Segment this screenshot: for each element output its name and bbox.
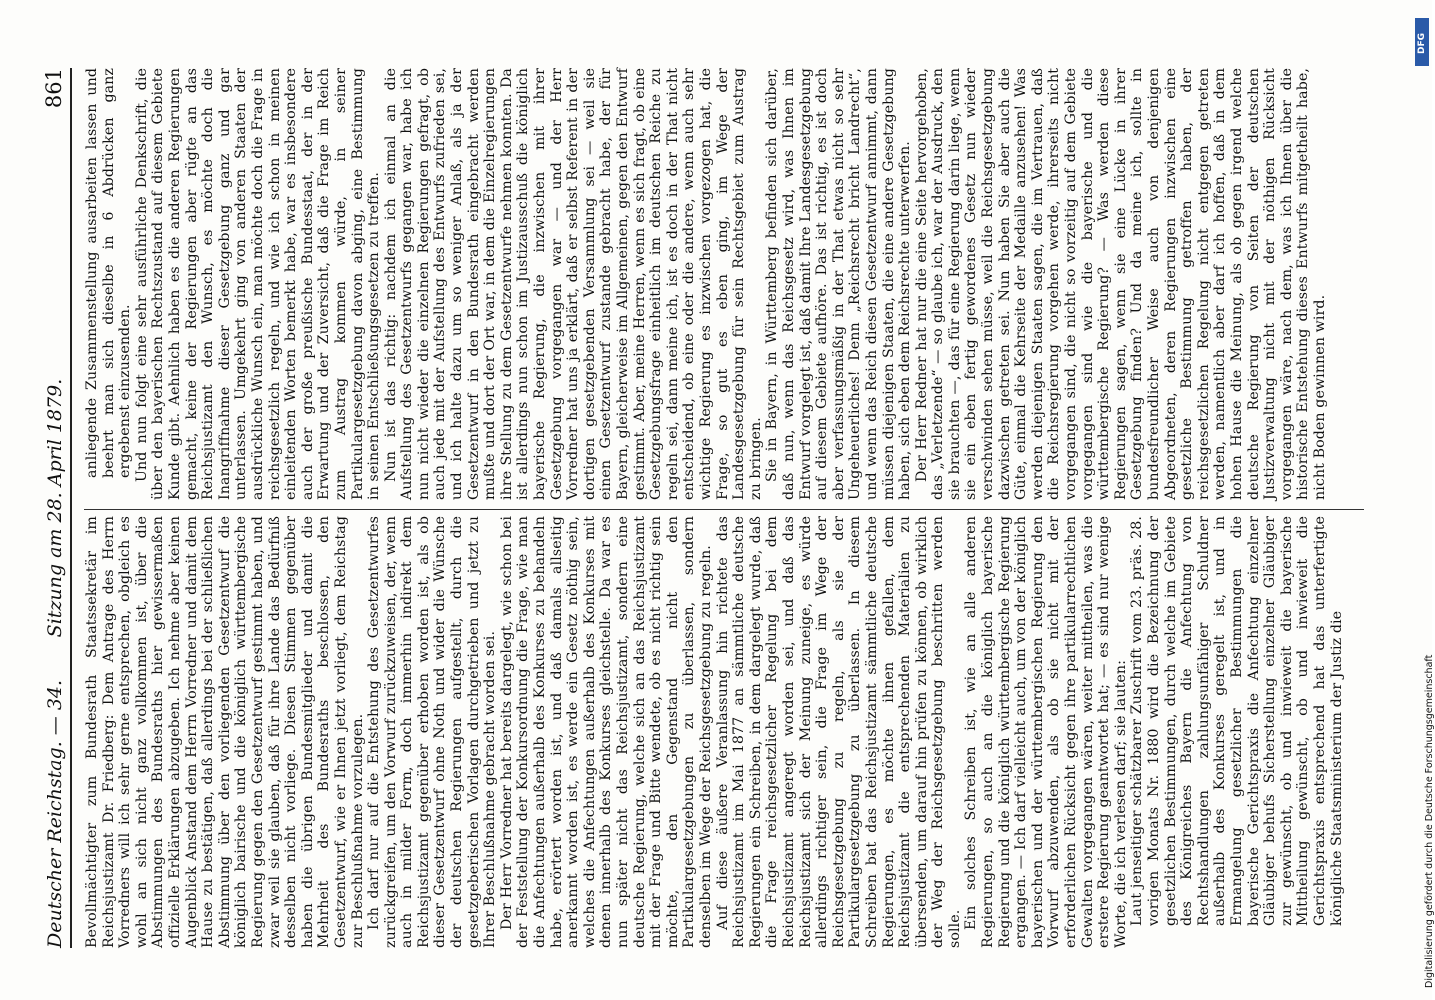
running-head (32, 68, 72, 948)
paragraph: Ein solches Schreiben ist, wie an alle anderen Regierungen, so auch an die königlich bayerische Regierung und die königlich württembergische Regierung ergangen. — Ich darf vielleicht auch, um von der königlich bayerischen und der württembergischen Regierung den Vorwurf abzuwenden, als ob sie nicht mit der erforderlichen Rücksicht gegen ihre partikularrechtlichen Gewalten vorgegangen wären, weiter mittheilen, was die erstere Regierung geantwortet hat; — es sind nur wenige Worte, die ich verlesen darf; sie lauten: (963, 516, 1129, 948)
paragraph: Nun ist das richtig: nachdem ich einmal an die Aufstellung des Gesetzentwurfs gegangen war, habe ich nun nicht wieder die einzelnen Regierungen gefragt, ob auch jede mit der Aufstellung des Entwurfs zufrieden sei, und ich halte dazu um so weniger Anlaß, als ja der Gesetzentwurf in den Bundesrath eingebracht werden mußte und dort der Ort war, in dem die Einzelregierungen ihre Stellung zu dem Gesetzentwurfe nehmen konnten. Da ist allerdings nun schon im Justizausschuß die königlich bayerische Regierung, die inzwischen mit ihrer Gesetzgebung vorgegangen war — und der Herr Vorredner hat uns ja erklärt, daß er selbst Referent in der dortigen gesetzgebenden Versammlung sei — weil sie einen Gesetzentwurf zustande gebracht habe, der für Bayern, gleicherweise im Allgemeinen, gegen den Entwurf gestimmt. Aber, meine Herren, wenn es sich fragt, ob eine Gesetzgebungsfrage einheitlich im deutschen Reiche zu regeln sei, dann meine ich, ist es doch in der That nicht entscheidend, ob eine oder die andere, wenn auch sehr wichtige Regierung es inzwischen vorgezogen hat, die Frage, so gut es eben ging, im Wege der Landesgesetzgebung für sein Rechtsgebiet zum Austrag zu bringen. (382, 68, 764, 500)
digitization-credit (1410, 500, 1435, 988)
dfg-logo-text: DFG (1417, 32, 1427, 54)
page-number: 861 (42, 68, 66, 109)
digitization-credit-text: Digitalisierung gefördert durch die Deutsche Forschungsgemeinschaft (1424, 654, 1435, 988)
quoted-paragraph: Laut jenseitiger schätzbarer Zuschrift vom 23. präs. 28. vorigen Monats Nr. 1880 wird die Bezeichnung der gesetzlichen Bestimmungen, durch welche im Gebiete des Königreiches Bayern die Anfechtung von Rechtshandlungen zahlungsunfähiger Schuldner außerhalb des Konkurses geregelt ist, und in Ermangelung gesetzlicher Bestimmungen die bayerische Gerichtspraxis die Anfechtung einzelner Gläubiger behufs Sicherstellung einzelner Gläubiger zur gewünscht, ob und inwieweit die bayerische Mittheilung gewünscht, ob und inwieweit die Gerichtspraxis entsprechend hat das unterfertigte königliche Staatsministerium der Justiz die (1129, 516, 1345, 926)
dfg-logo (1415, 18, 1429, 66)
paragraph: Ich darf nur auf die Entstehung des Gesetzentwurfes zurückgreifen, um den Vorwurf zurückzuweisen, der, wenn auch in milder Form, doch immerhin indirekt dem Reichsjustizamt gegenüber erhoben worden ist, als ob dieser Gesetzentwurf ohne Noth und wider die Wünsche der deutschen Regierungen aufgestellt, durch die gesetzgeberischen Vorlagen durchgetrieben und jetzt zu Ihrer Beschlußnahme gebracht worden sei. (366, 516, 499, 948)
column-divider (84, 509, 1364, 510)
right-column (84, 68, 1364, 500)
quoted-paragraph: anliegende Zusammenstellung ausarbeiten lassen und beehrt man sich dieselbe in 6 Abdrücken ganz ergebenst einzusenden. (84, 68, 134, 478)
paragraph: Bevollmächtigter zum Bundesrath Staatssekretär im Reichsjustizamt Dr. Friedberg: Dem Antrage des Herrn Vorredners will ich sehr gerne entsprechen, obgleich es wohl an sich nicht ganz vollkommen ist, über die Abstimmungen des Bundesraths hier gewissermaßen offizielle Erklärungen abzugeben. Ich nehme aber keinen Augenblick Anstand dem Herrn Vorredner und damit dem Hause zu bestätigen, daß allerdings bei der schließlichen Abstimmung über den vorliegenden Gesetzentwurf die königlich bairische und die königlich württembergische Regierung gegen den Gesetzentwurf gestimmt haben, und zwar weil sie glauben, daß für ihre Lande das Bedürfniß desselben nicht vorliege. Diesen Stimmen gegenüber haben die übrigen Bundesmitglieder und damit die Mehrheit des Bundesraths beschlossen, den Gesetzentwurf, wie er Ihnen jetzt vorliegt, dem Reichstag zur Beschlußnahme vorzulegen. (84, 516, 366, 948)
paragraph: Der Herr Redner hat nur die eine Seite hervorgehoben, das „Verletzende“ — so glaube ich, war der Ausdruck, den sie brauchten —, das für eine Regierung darin liege, wenn sie ein eben fertig gewordenes Gesetz nun wieder verschwinden sehen müsse, weil die Reichsgesetzgebung dazwischen getreten sei. Nun haben Sie aber auch die Güte, einmal die Kehrseite der Medaille anzusehen! Was werden diejenigen Staaten sagen, die im Vertrauen, daß die Reichsregierung vorgehen werde, ihrerseits nicht vorgegangen sind, die nicht so vorzeitig auf dem Gebiete vorgegangen sind wie die bayerische und die württembergische Regierung? — Was werden diese Regierungen sagen, wenn sie eine Lücke in ihrer Gesetzgebung finden? Und da meine ich, sollte in bundesfreundlicher Weise auch von denjenigen Abgeordneten, deren Regierungen inzwischen eine gesetzliche Bestimmung getroffen haben, der reichsgesetzlichen Regelung nicht entgegen getreten werden, namentlich aber darf ich hoffen, daß in dem hohen Hause die Meinung, als ob gegen irgend welche deutsche Regierung von Seiten der deutschen Justizverwaltung nicht mit der nöthigen Rücksicht vorgegangen wäre, nach dem, was ich Ihnen über die historische Entstehung dieses Entwurfs mitgetheilt habe, nicht Boden gewinnen wird. (913, 68, 1328, 500)
paragraph: Sie in Bayern, in Württemberg befinden sich darüber, daß nun, wenn das Reichsgesetz wird, was Ihnen im Entwurf vorgelegt ist, daß damit Ihre Landesgesetzgebung auf diesem Gebiete aufhöre. Das ist richtig, es ist doch aber verfassungsmäßig in der That etwas nicht so sehr Ungeheuerliches! Denn „Reichsrecht bricht Landrecht“, und wenn das Reich diesen Gesetzentwurf annimmt, dann müssen diejenigen Staaten, die eine andere Gesetzgebung haben, sich eben dem Reichsrechte unterwerfen. (764, 68, 914, 500)
paragraph: Auf diese äußere Veranlassung hin richtete das Reichsjustizamt im Mai 1877 an sämmtliche deutsche Regierungen ein Schreiben, in dem dargelegt wurde, daß die Frage reichsgesetzlicher Regelung bei dem Reichsjustizamt angeregt worden sei, und daß das Reichsjustizamt sich der Meinung zuneige, es würde allerdings richtiger sein, die Frage im Wege der Reichsgesetzgebung zu regeln, als sie der Partikulargesetzgebung zu überlassen. In diesem Schreiben bat das Reichsjustizamt sämmtliche deutsche Regierungen, es möchte ihnen gefallen, dem Reichsjustizamt die entsprechenden Materialien zu übersenden, um darauf hin prüfen zu können, ob wirklich der Weg der Reichsgesetzgebung beschritten werden solle. (714, 516, 963, 948)
left-column (84, 516, 1364, 948)
paragraph: Der Herr Vorredner hat bereits dargelegt, wie schon bei der Feststellung der Konkursordnung die Frage, wie man die Anfechtungen außerhalb des Konkurses zu behandeln habe, erörtert worden ist, und daß damals allseitig anerkannt worden ist, es werde ein Gesetz nöthig sein, welches die Anfechtungen außerhalb des Konkurses mit denen innerhalb des Konkurses gleichstelle. Da war es nun später nicht das Reichsjustizamt, sondern eine deutsche Regierung, welche sich an das Reichsjustizamt mit der Frage und Bitte wendete, ob es nicht richtig sein möchte, den Gegenstand nicht den Partikulargesetzgebungen zu überlassen, sondern denselben im Wege der Reichsgesetzgebung zu regeln. (498, 516, 714, 948)
header-left: Deutscher Reichstag. — 34. (44, 679, 66, 948)
header-center: Sitzung am 28. April 1879. (44, 378, 66, 638)
paragraph: Und nun folgt eine sehr ausführliche Denkschrift, die über den bayerischen Rechtszustand auf diesem Gebiete Kunde gibt. Aehnlich haben es die anderen Regierungen gemacht, keine der Regierungen aber rügte an das Reichsjustizamt den Wunsch, es möchte doch die Inangriffnahme dieser Gesetzgebung ganz und gar unterlassen. Umgekehrt ging von anderen Staaten der ausdrückliche Wunsch ein, man möchte doch die Frage in reichsgesetzlich regeln, und wie ich schon in meinen einleitenden Worten bemerkt habe, war es insbesondere auch der große preußische Bundesstaat, der in der Erwartung und der Zuversicht, daß die Frage im Reich zum Austrag kommen würde, in seiner Partikulargesetzgebung davon abging, eine Bestimmung in seinen Entschließungsgesetzen zu treffen. (133, 68, 383, 500)
